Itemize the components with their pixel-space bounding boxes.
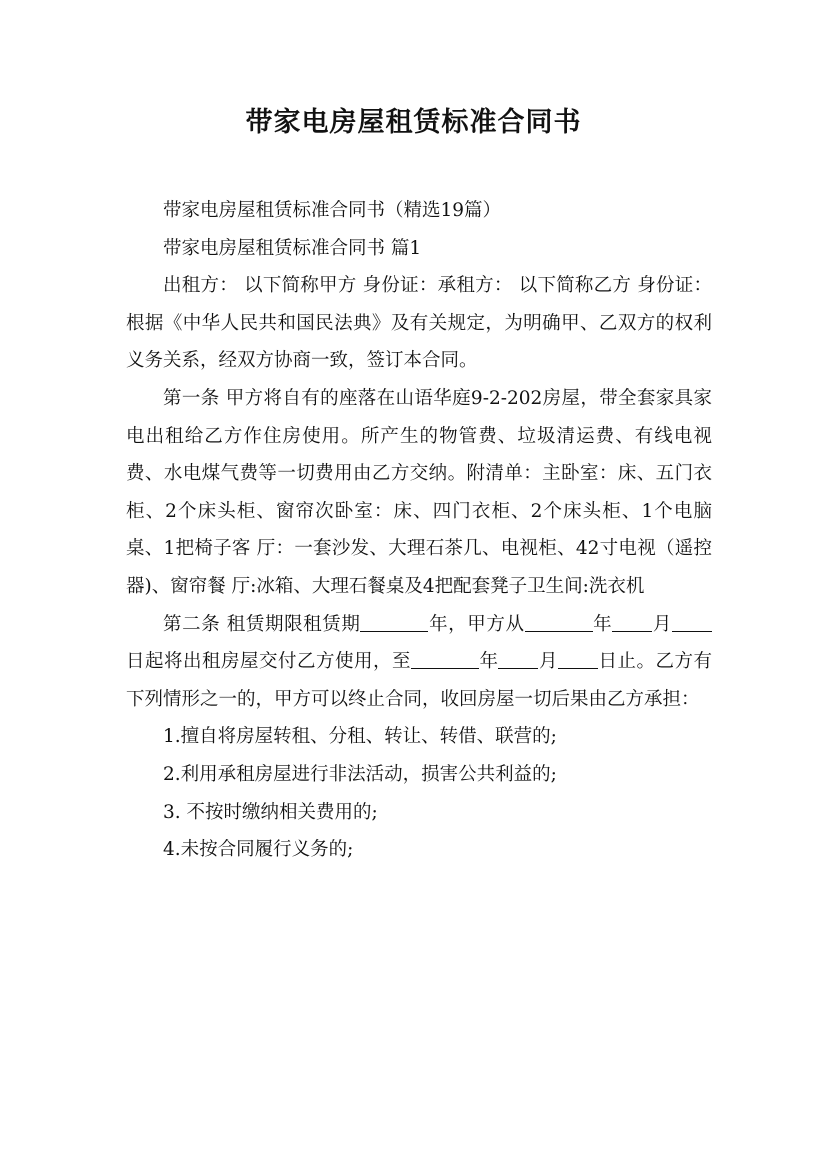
article-two-text-7: 月 (538, 651, 558, 673)
list-item: 2.利用承租房屋进行非法活动，损害公共利益的; (163, 763, 557, 785)
document-body (126, 192, 712, 869)
list-item: 3. 不按时缴纳相关费用的; (163, 801, 378, 823)
article-two-text-4: 月 (652, 613, 672, 635)
blank-line (558, 650, 598, 670)
parties-paragraph: 出租方： 以下简称甲方 身份证：承租方： 以下简称乙方 身份证：根据《中华人民共和国民法典》及有关规定，为明确甲、乙双方的权利义务关系，经双方协商一致，签订本合同。 (126, 275, 712, 372)
document-title: 带家电房屋租赁标准合同书 (245, 107, 582, 138)
article-two-text-2: 年，甲方从 (428, 613, 525, 635)
blank-line (498, 650, 538, 670)
article-two-text-8: 日止。乙方有下列情形之一的，甲方可以终止合同，收回房屋一切后果由乙方承担： (126, 651, 712, 710)
blank-line (612, 612, 652, 632)
blank-line (525, 612, 593, 632)
section-heading: 带家电房屋租赁标准合同书 篇1 (163, 237, 422, 259)
article-two-text-6: 年 (478, 651, 499, 673)
article-two-text-1: 第二条 租赁期限租赁期 (163, 613, 361, 635)
article-two-text-5: 日起将出租房屋交付乙方使用，至 (126, 651, 411, 673)
blank-line (360, 612, 428, 632)
article-one-paragraph: 第一条 甲方将自有的座落在山语华庭9-2-202房屋，带全套家具家电出租给乙方作住房使用。所产生的物管费、垃圾清运费、有线电视费、水电煤气费等一切费用由乙方交纳。附清单：主卧室：床、五门衣柜、2个床头柜、窗帘次卧室：床、四门衣柜、2个床头柜、1个电脑桌、1把椅子客 厅：一套沙发、大理石茶几、电视柜、42寸电视（遥控器)、窗帘餐 厅:冰箱、大理石餐桌及4把配套凳子卫生间:洗衣机 (126, 387, 712, 597)
list-item: 4.未按合同履行义务的; (163, 839, 354, 861)
blank-line (411, 650, 479, 670)
list-item: 1.擅自将房屋转租、分租、转让、转借、联营的; (163, 726, 557, 748)
subtitle-paragraph: 带家电房屋租赁标准合同书（精选19篇） (163, 200, 502, 221)
blank-line (672, 612, 712, 632)
article-two-paragraph (126, 606, 712, 719)
article-two-text-3: 年 (592, 613, 613, 635)
